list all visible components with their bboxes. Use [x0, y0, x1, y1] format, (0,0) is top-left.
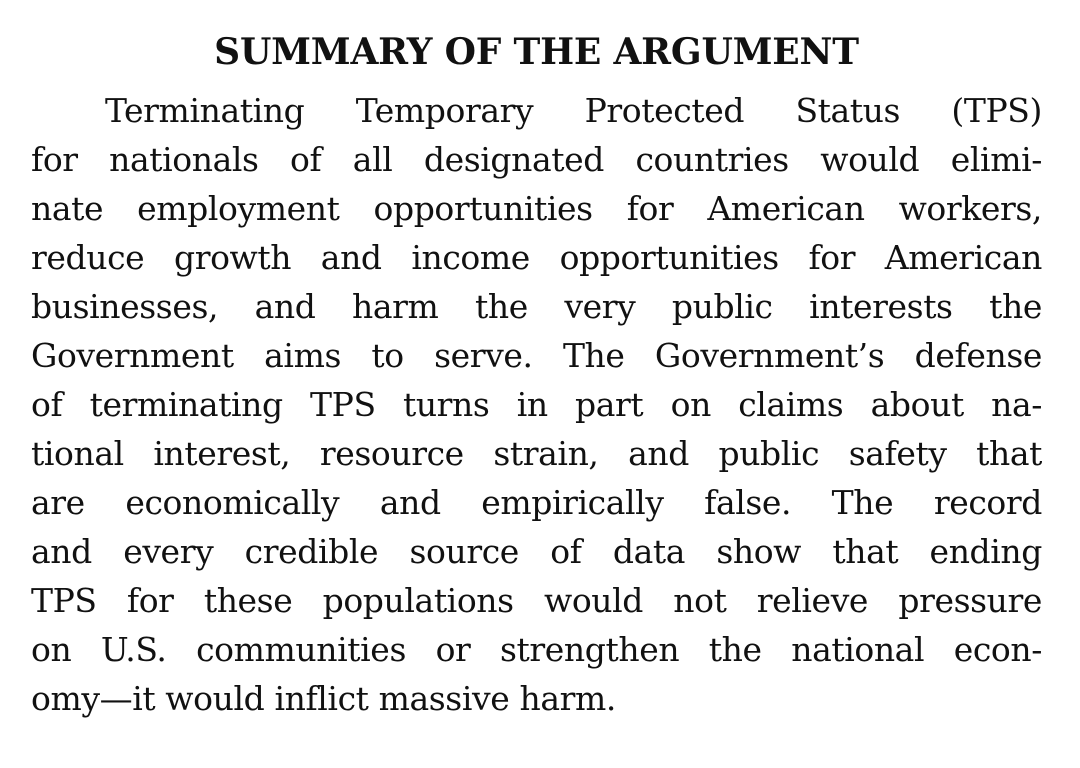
paragraph-line: Government aims to serve. The Government’s defense	[31, 336, 1042, 375]
paragraph-line: Terminating Temporary Protected Status (TPS)	[105, 91, 1042, 130]
section-heading: SUMMARY OF THE ARGUMENT	[214, 31, 859, 73]
paragraph-line: businesses, and harm the very public interests the	[31, 287, 1042, 326]
paragraph-line: nate employment opportunities for American workers,	[31, 189, 1042, 228]
document-page	[31, 28, 1042, 723]
paragraph-line: reduce growth and income opportunities for American	[31, 238, 1042, 277]
paragraph-line: and every credible source of data show that ending	[31, 532, 1042, 571]
paragraph-line: of terminating TPS turns in part on claims about na-	[31, 385, 1042, 424]
paragraph-line: TPS for these populations would not relieve pressure	[31, 581, 1042, 620]
paragraph-line: tional interest, resource strain, and public safety that	[31, 434, 1042, 473]
paragraph-line: are economically and empirically false. The record	[31, 483, 1042, 522]
paragraph-line: for nationals of all designated countries would elimi-	[31, 140, 1042, 179]
paragraph-line: omy—it would inflict massive harm.	[31, 679, 616, 718]
summary-paragraph	[31, 86, 1042, 723]
paragraph-line: on U.S. communities or strengthen the national econ-	[31, 630, 1042, 669]
